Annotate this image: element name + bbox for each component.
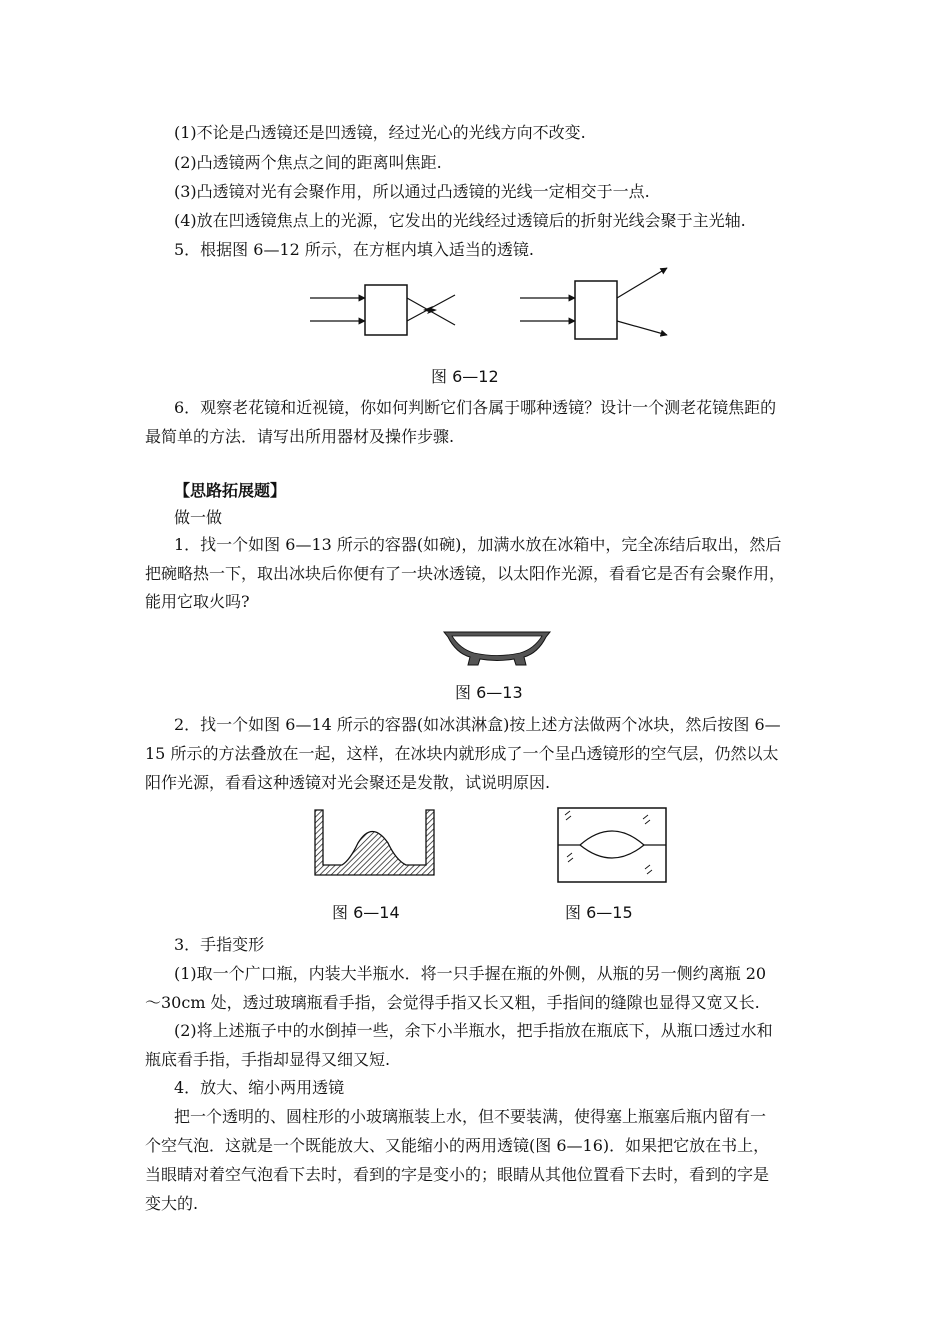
- text-line-23: 当眼睛对着空气泡看下去时，看到的字是变小的；眼睛从其他位置看下去时，看到的字是: [145, 1165, 770, 1184]
- figure-6-12-caption: 图 6—12: [431, 367, 499, 386]
- text-line-1: (1)不论是凸透镜还是凹透镜，经过光心的光线方向不改变.: [174, 123, 586, 142]
- text-line-2: (2)凸透镜两个焦点之间的距离叫焦距.: [174, 153, 442, 172]
- text-line-6: 6．观察老花镜和近视镜，你如何判断它们各属于哪种透镜？设计一个测老花镜焦距的: [174, 398, 777, 417]
- figure-6-14: [310, 805, 440, 885]
- text-line-16: (1)取一个广口瓶，内装大半瓶水．将一只手握在瓶的外侧，从瓶的另一侧约离瓶 20: [174, 964, 767, 983]
- text-line-3: (3)凸透镜对光有会聚作用，所以通过凸透镜的光线一定相交于一点.: [174, 182, 650, 201]
- text-line-20: 4．放大、缩小两用透镜: [174, 1078, 345, 1097]
- text-line-22: 个空气泡．这就是一个既能放大、又能缩小的两用透镜(图 6—16)．如果把它放在书上，: [145, 1136, 770, 1155]
- text-line-17: ～30cm 处，透过玻璃瓶看手指，会觉得手指又长又粗，手指间的缝隙也显得又宽又长.: [145, 993, 760, 1012]
- figure-6-15: [555, 805, 670, 885]
- figure-6-13: [442, 625, 552, 675]
- text-line-8: 做一做: [174, 508, 223, 527]
- text-line-14: 阳作光源，看看这种透镜对光会聚还是发散，试说明原因.: [145, 773, 551, 792]
- text-line-18: (2)将上述瓶子中的水倒掉一些，余下小半瓶水，把手指放在瓶底下，从瓶口透过水和: [174, 1021, 773, 1040]
- text-line-19: 瓶底看手指，手指却显得又细又短.: [145, 1050, 391, 1069]
- text-line-9: 1．找一个如图 6—13 所示的容器(如碗)，加满水放在冰箱中，完全冻结后取出，然后: [174, 535, 782, 554]
- text-line-10: 把碗略热一下，取出冰块后你便有了一块冰透镜，以太阳作光源，看看它是否有会聚作用，: [145, 564, 786, 583]
- text-line-4: (4)放在凹透镜焦点上的光源，它发出的光线经过透镜后的折射光线会聚于主光轴.: [174, 211, 746, 230]
- text-line-21: 把一个透明的、圆柱形的小玻璃瓶装上水，但不要装满，使得塞上瓶塞后瓶内留有一: [174, 1107, 767, 1126]
- text-line-24: 变大的.: [145, 1194, 199, 1213]
- text-line-7: 最简单的方法．请写出所用器材及操作步骤.: [145, 427, 455, 446]
- text-line-11: 能用它取火吗?: [145, 592, 250, 611]
- text-line-13: 15 所示的方法叠放在一起，这样，在冰块内就形成了一个呈凸透镜形的空气层，仍然以太: [145, 744, 779, 763]
- figure-6-13-caption: 图 6—13: [455, 683, 523, 702]
- figure-6-15-caption: 图 6—15: [565, 903, 633, 922]
- figure-6-12: [305, 263, 675, 353]
- figure-6-14-caption: 图 6—14: [332, 903, 400, 922]
- text-line-12: 2．找一个如图 6—14 所示的容器(如冰淇淋盒)按上述方法做两个冰块，然后按图 6—: [174, 715, 781, 734]
- section-heading: 【思路拓展题】: [174, 481, 287, 500]
- text-line-15: 3．手指变形: [174, 935, 265, 954]
- text-line-5: 5．根据图 6—12 所示，在方框内填入适当的透镜.: [174, 240, 534, 259]
